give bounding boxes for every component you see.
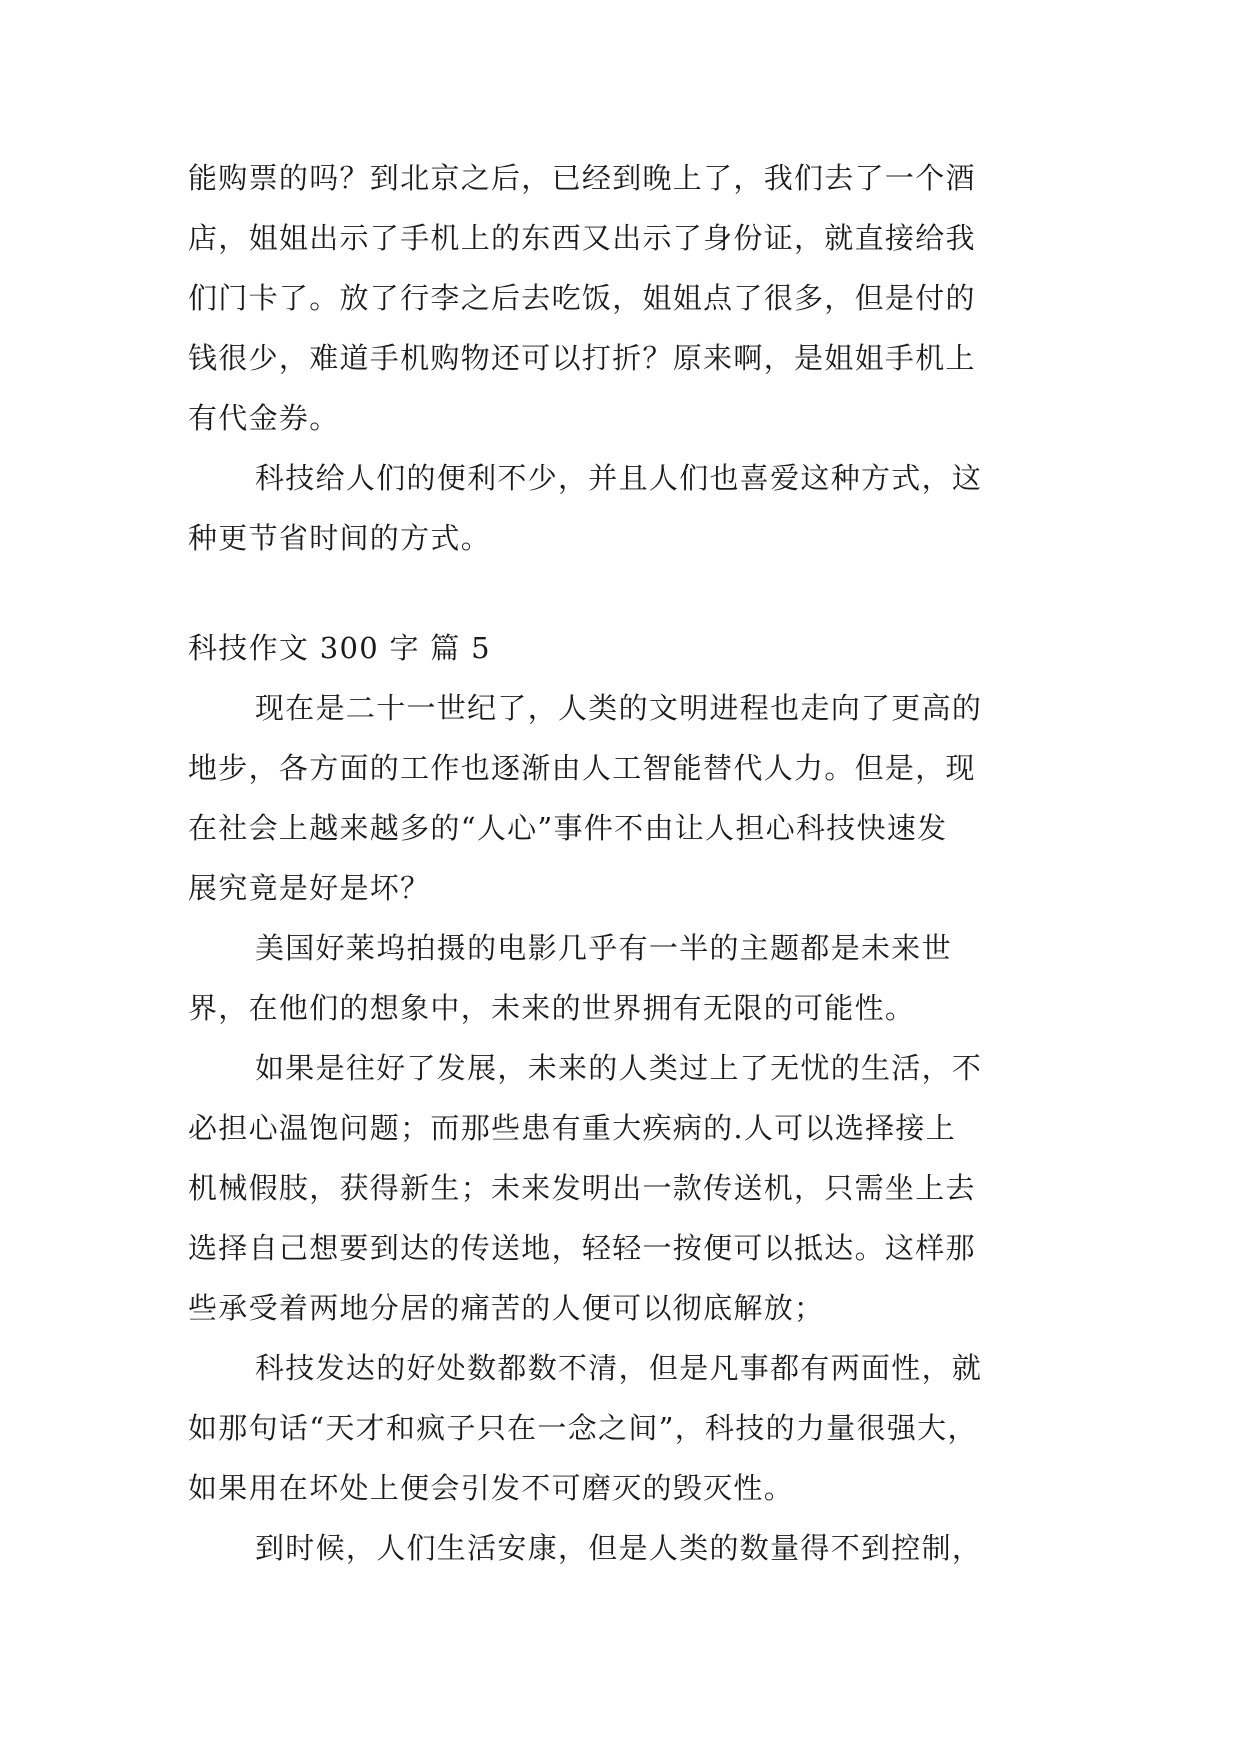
text-line: 些承受着两地分居的痛苦的人便可以彻底解放； — [188, 1291, 825, 1325]
text-line: 界，在他们的想象中，未来的世界拥有无限的可能性。 — [188, 991, 916, 1025]
section-heading: 科技作文 300 字 篇 5 — [188, 631, 491, 665]
text-line: 在社会上越来越多的“人心”事件不由让人担心科技快速发 — [188, 811, 948, 845]
paragraph-start-line: 到时候，人们生活安康，但是人类的数量得不到控制， — [255, 1531, 983, 1565]
text-line: 机械假肢，获得新生；未来发明出一款传送机，只需坐上去 — [188, 1171, 976, 1205]
text-line: 必担心温饱问题；而那些患有重大疾病的.人可以选择接上 — [188, 1111, 957, 1145]
text-line: 地步，各方面的工作也逐渐由人工智能替代人力。但是，现 — [188, 751, 976, 785]
text-line: 钱很少，难道手机购物还可以打折？原来啊，是姐姐手机上 — [188, 341, 976, 375]
text-line: 有代金券。 — [188, 401, 340, 435]
text-line: 如那句话“天才和疯子只在一念之间”，科技的力量很强大， — [188, 1411, 978, 1445]
text-line: 种更节省时间的方式。 — [188, 521, 492, 555]
paragraph-start-line: 科技发达的好处数都数不清，但是凡事都有两面性，就 — [255, 1351, 983, 1385]
text-line: 们门卡了。放了行李之后去吃饭，姐姐点了很多，但是付的 — [188, 281, 976, 315]
paragraph-start-line: 如果是往好了发展，未来的人类过上了无忧的生活，不 — [255, 1051, 983, 1085]
text-line: 选择自己想要到达的传送地，轻轻一按便可以抵达。这样那 — [188, 1231, 976, 1265]
text-line: 店，姐姐出示了手机上的东西又出示了身份证，就直接给我 — [188, 221, 976, 255]
paragraph-start-line: 现在是二十一世纪了，人类的文明进程也走向了更高的 — [255, 691, 983, 725]
text-line: 如果用在坏处上便会引发不可磨灭的毁灭性。 — [188, 1471, 795, 1505]
text-line: 能购票的吗？到北京之后，已经到晚上了，我们去了一个酒 — [188, 161, 976, 195]
text-line: 展究竟是好是坏？ — [188, 871, 431, 905]
paragraph-start-line: 科技给人们的便利不少，并且人们也喜爱这种方式，这 — [255, 461, 983, 495]
paragraph-start-line: 美国好莱坞拍摄的电影几乎有一半的主题都是未来世 — [255, 931, 952, 965]
